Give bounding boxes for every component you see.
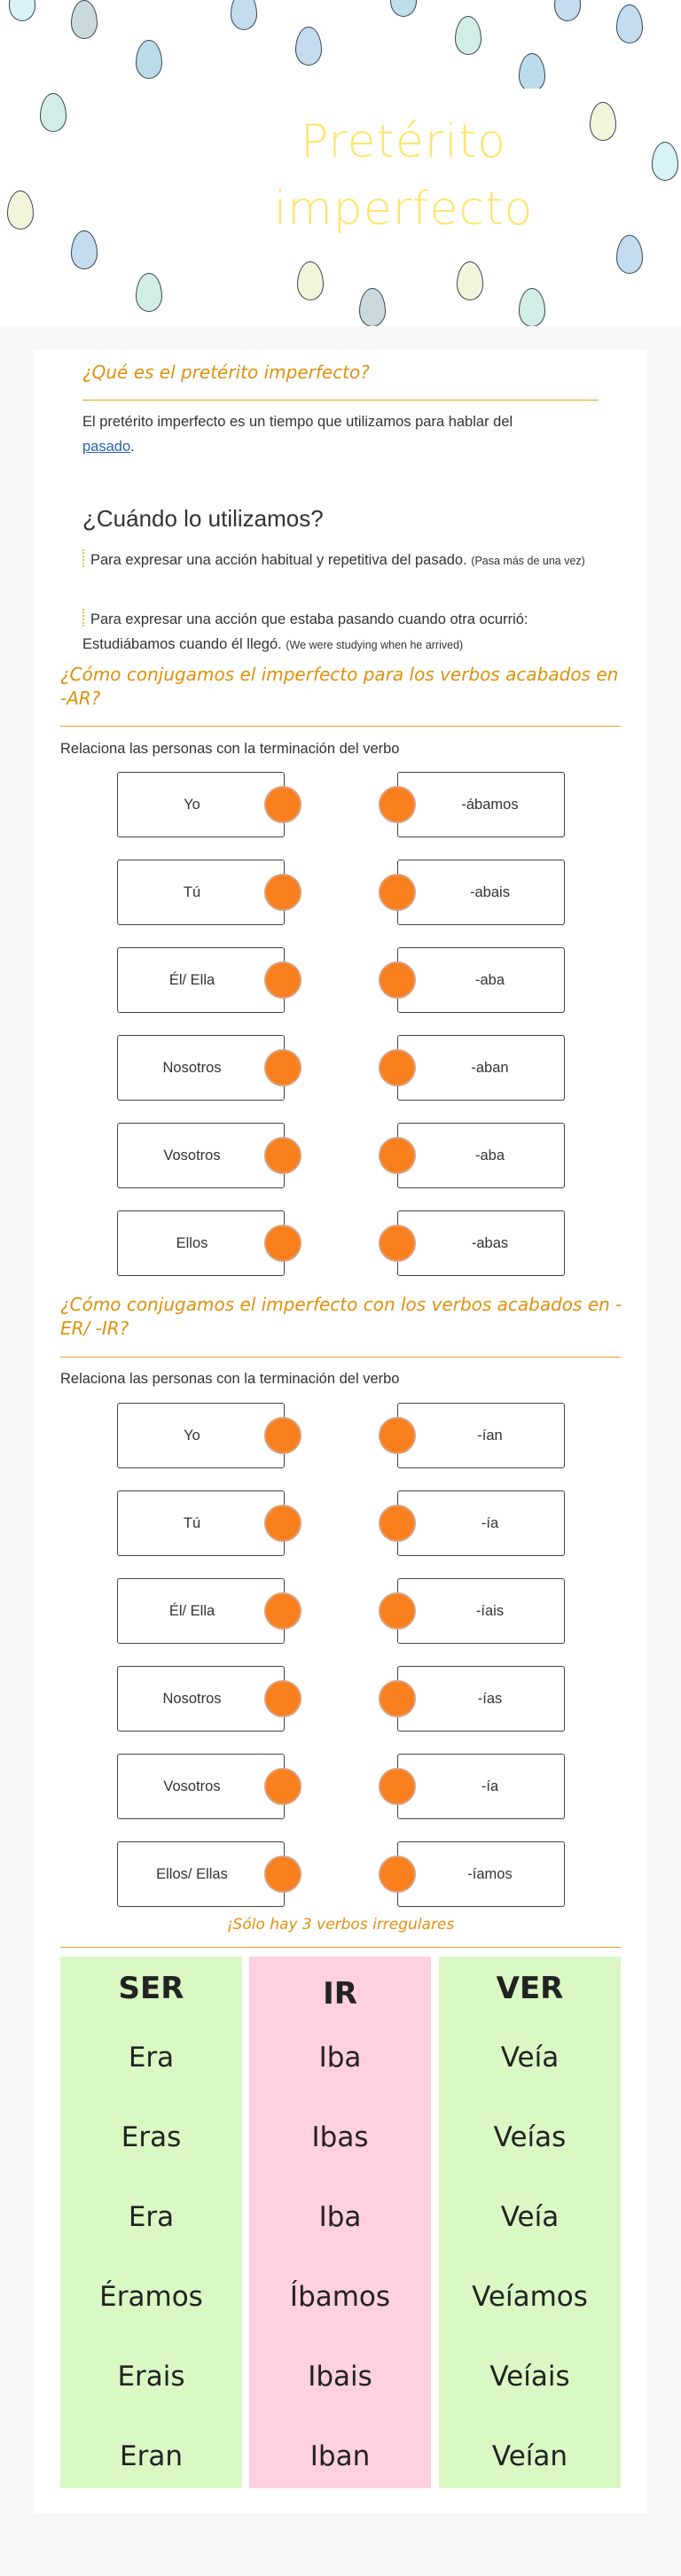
raindrop-icon <box>295 27 322 66</box>
match-right-item[interactable]: -abais <box>397 860 565 925</box>
er-instruction: Relaciona las personas con la terminación del verbo <box>60 1371 400 1387</box>
ar-instruction: Relaciona las personas con la terminación del verbo <box>60 741 400 757</box>
usage-item <box>82 607 606 658</box>
match-left-item[interactable]: Ellos/ Ellas <box>117 1841 285 1907</box>
divider <box>60 1357 621 1358</box>
left-connector-handle[interactable] <box>264 1768 301 1805</box>
usage-note: (Pasa más de una vez) <box>471 555 585 567</box>
match-left-item[interactable]: Tú <box>117 860 285 925</box>
verb-form: Ibais <box>308 2361 372 2393</box>
right-connector-handle[interactable] <box>379 1592 416 1630</box>
verb-header: IR <box>323 1976 357 2012</box>
match-left-item[interactable]: Nosotros <box>117 1666 285 1732</box>
verb-column-ser <box>60 1957 242 2488</box>
right-connector-handle[interactable] <box>379 1768 416 1805</box>
verb-column-ir <box>249 1957 431 2488</box>
verb-form: Ibas <box>311 2121 369 2153</box>
match-left-item[interactable]: Yo <box>117 1403 285 1468</box>
raindrop-icon <box>9 0 35 21</box>
raindrop-icon <box>359 288 386 326</box>
right-connector-handle[interactable] <box>379 961 416 999</box>
match-right-item[interactable]: -ían <box>397 1403 565 1468</box>
verb-form: Erais <box>117 2361 185 2393</box>
match-left-item[interactable]: Yo <box>117 772 285 837</box>
match-right-item[interactable]: -aban <box>397 1035 565 1101</box>
verb-form: Era <box>128 2042 175 2074</box>
raindrop-icon <box>71 0 98 39</box>
match-left-item[interactable]: Vosotros <box>117 1754 285 1819</box>
er-heading: ¿Cómo conjugamos el imperfecto con los verbos acabados en -ER/ -IR? <box>60 1294 622 1339</box>
page-title <box>217 89 590 243</box>
left-connector-handle[interactable] <box>264 1505 301 1542</box>
match-left-item[interactable]: Nosotros <box>117 1035 285 1101</box>
match-right-item[interactable]: -ía <box>397 1490 565 1556</box>
raindrop-icon <box>616 4 643 43</box>
raindrop-icon <box>519 53 545 92</box>
verb-form: Veías <box>493 2121 567 2153</box>
right-connector-handle[interactable] <box>379 1505 416 1542</box>
match-right-item[interactable]: -íais <box>397 1578 565 1644</box>
bullet-bar <box>82 609 86 626</box>
raindrop-icon <box>519 288 545 326</box>
verb-form: Veíamos <box>472 2281 588 2313</box>
left-connector-handle[interactable] <box>264 1417 301 1454</box>
match-left-item[interactable]: Él/ Ella <box>117 947 285 1013</box>
left-connector-handle[interactable] <box>264 874 301 911</box>
divider <box>82 400 599 401</box>
raindrop-icon <box>590 102 616 141</box>
verb-form: Era <box>128 2201 175 2233</box>
left-connector-handle[interactable] <box>264 1592 301 1630</box>
match-left-item[interactable]: Él/ Ella <box>117 1578 285 1644</box>
match-right-item[interactable]: -íamos <box>397 1841 565 1907</box>
verb-header: VER <box>496 1971 564 2006</box>
usage-heading: ¿Cuándo lo utilizamos? <box>82 505 324 532</box>
left-connector-handle[interactable] <box>264 1049 301 1086</box>
verb-form: Iba <box>318 2042 362 2074</box>
left-connector-handle[interactable] <box>264 786 301 823</box>
match-right-item[interactable]: -ías <box>397 1666 565 1732</box>
right-connector-handle[interactable] <box>379 1225 416 1262</box>
right-connector-handle[interactable] <box>379 786 416 823</box>
raindrop-icon <box>297 261 324 300</box>
raindrop-icon <box>457 261 483 300</box>
match-left-item[interactable]: Tú <box>117 1490 285 1556</box>
verb-form: Íbamos <box>289 2281 391 2313</box>
intro-heading: ¿Qué es el pretérito imperfecto? <box>82 362 370 383</box>
verb-form: Iban <box>309 2440 371 2472</box>
raindrop-icon <box>554 0 581 21</box>
match-right-item[interactable]: -aba <box>397 947 565 1013</box>
raindrop-icon <box>7 191 34 230</box>
usage-text: Para expresar una acción habitual y repetitiva del pasado. <box>90 552 467 568</box>
verb-form: Veían <box>491 2440 568 2472</box>
raindrop-icon <box>71 230 98 269</box>
divider <box>60 1947 621 1948</box>
header-banner <box>0 0 681 326</box>
pasado-link[interactable]: pasado <box>82 439 131 455</box>
right-connector-handle[interactable] <box>379 1680 416 1717</box>
match-right-item[interactable]: -abas <box>397 1210 565 1276</box>
right-connector-handle[interactable] <box>379 1417 416 1454</box>
usage-text: Para expresar una acción que estaba pasando cuando otra ocurrió: Estudiábamos cuando él llegó. <box>82 611 528 652</box>
raindrop-icon <box>231 0 257 30</box>
raindrop-icon <box>455 16 481 55</box>
match-right-item[interactable]: -ábamos <box>397 772 565 837</box>
usage-note: (We were studying when he arrived) <box>286 639 464 651</box>
left-connector-handle[interactable] <box>264 961 301 999</box>
left-connector-handle[interactable] <box>264 1680 301 1717</box>
verb-form: Veíais <box>489 2361 570 2393</box>
left-connector-handle[interactable] <box>264 1856 301 1893</box>
raindrop-icon <box>40 93 67 132</box>
bullet-bar <box>82 549 86 567</box>
intro-text-body: El pretérito imperfecto es un tiempo que utilizamos para hablar del <box>82 414 513 430</box>
verb-form: Iba <box>318 2201 362 2233</box>
usage-item <box>82 548 606 573</box>
intro-period: . <box>130 439 135 455</box>
verb-column-ver <box>439 1957 621 2488</box>
intro-text <box>82 409 597 459</box>
match-right-item[interactable]: -aba <box>397 1123 565 1188</box>
match-left-item[interactable]: Vosotros <box>117 1123 285 1188</box>
right-connector-handle[interactable] <box>379 1137 416 1174</box>
match-left-item[interactable]: Ellos <box>117 1210 285 1276</box>
match-right-item[interactable]: -ía <box>397 1754 565 1819</box>
divider <box>60 726 621 727</box>
verb-form: Éramos <box>99 2281 203 2313</box>
ar-heading: ¿Cómo conjugamos el imperfecto para los verbos acabados en -AR? <box>60 664 619 709</box>
raindrop-icon <box>390 0 417 17</box>
right-connector-handle[interactable] <box>379 874 416 911</box>
raindrop-icon <box>616 235 643 274</box>
verb-form: Eran <box>120 2440 183 2472</box>
verb-form: Veía <box>500 2042 560 2074</box>
title-box <box>217 89 590 261</box>
raindrop-icon <box>136 40 162 79</box>
left-connector-handle[interactable] <box>264 1225 301 1262</box>
verb-form: Veía <box>500 2201 560 2233</box>
verb-header: SER <box>118 1971 184 2006</box>
raindrop-icon <box>136 273 162 312</box>
verb-form: Eras <box>121 2121 182 2153</box>
right-connector-handle[interactable] <box>379 1856 416 1893</box>
right-connector-handle[interactable] <box>379 1049 416 1086</box>
title-line-2: imperfecto <box>273 183 534 236</box>
irregulars-heading: ¡Sólo hay 3 verbos irregulares <box>226 1916 455 1934</box>
title-line-1: Pretérito <box>300 115 507 168</box>
raindrop-icon <box>652 142 678 181</box>
left-connector-handle[interactable] <box>264 1137 301 1174</box>
